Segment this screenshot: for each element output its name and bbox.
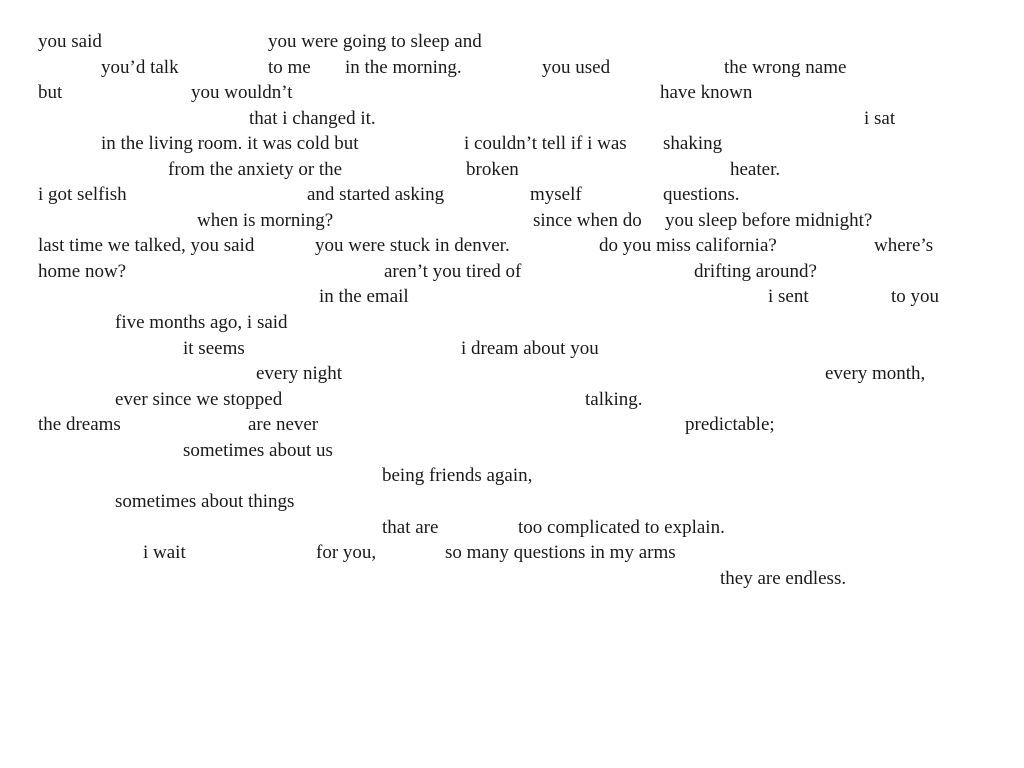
poem-fragment: five months ago, i said	[115, 312, 288, 333]
poem-fragment: from the anxiety or the	[168, 159, 343, 180]
poem-fragment: you wouldn’t	[191, 82, 293, 103]
poem-fragment: since when do	[533, 210, 642, 231]
poem-fragment: to you	[891, 286, 940, 307]
poem-fragment: you were going to sleep and	[268, 31, 482, 52]
poem-fragment: for you,	[316, 542, 377, 563]
poem-fragment: where’s	[874, 235, 934, 256]
poem-fragment: every month,	[825, 363, 926, 384]
poem-fragment: i sent	[768, 286, 809, 307]
poem-fragment: in the morning.	[345, 57, 462, 78]
poem-fragment: predictable;	[685, 414, 775, 435]
poem-fragment: i couldn’t tell if i was	[464, 133, 627, 154]
poem-fragment: to me	[268, 57, 311, 78]
poem-fragment: myself	[530, 184, 582, 205]
poem-fragment: last time we talked, you said	[38, 235, 255, 256]
poem-fragment: i got selfish	[38, 184, 127, 205]
poem-fragment: but	[38, 82, 63, 103]
poem-fragment: do you miss california?	[599, 235, 777, 256]
poem-fragment: that are	[382, 517, 439, 538]
poem-fragment: you sleep before midnight?	[665, 210, 873, 231]
poem-fragment: too complicated to explain.	[518, 517, 725, 538]
poem-fragment: are never	[248, 414, 319, 435]
poem-fragment: when is morning?	[197, 210, 334, 231]
poem-fragment: you used	[542, 57, 611, 78]
poem-fragment: that i changed it.	[249, 108, 376, 129]
poem-fragment: heater.	[730, 159, 781, 180]
poem-fragment: questions.	[663, 184, 740, 205]
poem-fragment: home now?	[38, 261, 127, 282]
poem-fragment: so many questions in my arms	[445, 542, 676, 563]
poem-fragment: i dream about you	[461, 338, 599, 359]
poem-fragment: you’d talk	[101, 57, 179, 78]
poem-fragment: in the email	[319, 286, 409, 307]
poem-fragment: you said	[38, 31, 102, 52]
poem-fragment: shaking	[663, 133, 723, 154]
poem-fragment: broken	[466, 159, 519, 180]
poem-fragment: being friends again,	[382, 465, 533, 486]
poem-fragment: the wrong name	[724, 57, 847, 78]
poem-fragment: and started asking	[307, 184, 445, 205]
poem-fragment: drifting around?	[694, 261, 817, 282]
poem-fragment: aren’t you tired of	[384, 261, 522, 282]
poem-fragment: ever since we stopped	[115, 389, 283, 410]
poem-fragment: you were stuck in denver.	[315, 235, 510, 256]
poem-fragment: sometimes about us	[183, 440, 333, 461]
poem-fragment: sometimes about things	[115, 491, 295, 512]
poem-fragment: every night	[256, 363, 343, 384]
poem-fragment: the dreams	[38, 414, 121, 435]
poem-fragment: they are endless.	[720, 568, 847, 589]
poem-fragment: talking.	[585, 389, 643, 410]
poem-fragment: have known	[660, 82, 753, 103]
poem-fragment: it seems	[183, 338, 245, 359]
poem-fragment: i wait	[143, 542, 186, 563]
poem-fragment: in the living room. it was cold but	[101, 133, 359, 154]
poem-fragment: i sat	[864, 108, 896, 129]
